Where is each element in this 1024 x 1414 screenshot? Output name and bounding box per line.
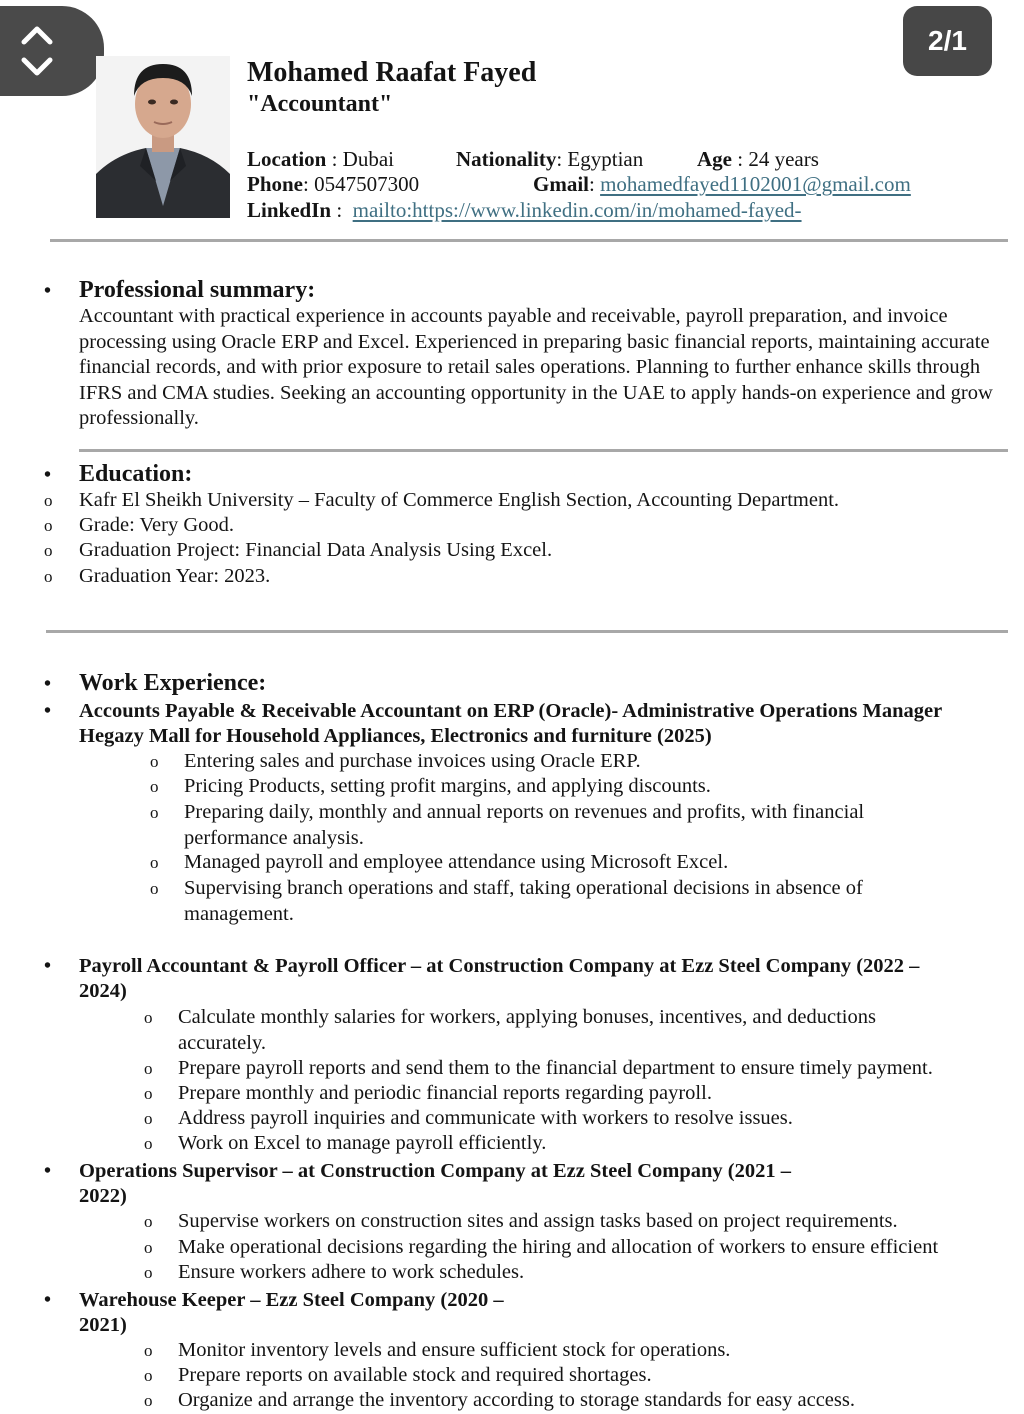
job-duty <box>144 1260 944 1286</box>
sub-bullet-icon: o <box>144 1366 153 1385</box>
sub-bullet-icon: o <box>144 1134 153 1153</box>
email-link[interactable]: mohamedfayed1102001@gmail.com <box>600 172 911 196</box>
job-duty-text: Calculate monthly salaries for workers, applying bonuses, incentives, and deductions accurately. <box>178 1006 876 1054</box>
job-duty <box>144 1081 944 1107</box>
job-duty <box>144 1338 944 1364</box>
phone-label: Phone <box>247 172 304 196</box>
location-label: Location <box>247 147 327 171</box>
gmail-separator: : <box>589 172 601 196</box>
gmail-field <box>533 172 911 197</box>
job-duty <box>144 1005 944 1056</box>
job-duty <box>144 1363 944 1389</box>
job-duty-text: Entering sales and purchase invoices using Oracle ERP. <box>184 750 641 772</box>
job-title-text: Operations Supervisor – at Construction Company at Ezz Steel Company (2021 – 2022) <box>79 1160 791 1207</box>
phone-value: : 0547507300 <box>303 172 420 196</box>
sub-bullet-icon: o <box>150 803 159 822</box>
linkedin-label: LinkedIn <box>247 198 332 222</box>
job-duty <box>144 1209 1014 1235</box>
job-duty <box>144 1131 944 1157</box>
sub-bullet-icon: o <box>144 1391 153 1410</box>
job-duty <box>150 800 920 851</box>
job-duty-text: Managed payroll and employee attendance using Microsoft Excel. <box>184 851 729 873</box>
job-title <box>44 1288 509 1338</box>
job-duty-text: Monitor inventory levels and ensure sufficient stock for operations. <box>178 1339 731 1361</box>
job-duty-text: Address payroll inquiries and communicate with workers to resolve issues. <box>178 1107 793 1129</box>
education-heading-text: Education: <box>79 461 193 487</box>
education-item-text: Kafr El Sheikh University – Faculty of Commerce English Section, Accounting Department. <box>79 489 840 511</box>
job-duty <box>144 1388 944 1414</box>
chevron-up-icon[interactable] <box>7 20 67 50</box>
education-item <box>44 539 552 562</box>
sub-bullet-icon: o <box>144 1341 153 1360</box>
job-title <box>44 1159 799 1209</box>
sub-bullet-icon: o <box>44 541 53 560</box>
job-duty <box>150 749 920 775</box>
candidate-title: "Accountant" <box>247 91 393 117</box>
sub-bullet-icon: o <box>150 853 159 872</box>
sub-bullet-icon: o <box>44 516 53 535</box>
header-divider <box>50 239 1008 242</box>
linkedin-link[interactable]: mailto:https://www.linkedin.com/in/mohamed-fayed- <box>352 198 802 222</box>
summary-heading <box>44 277 315 304</box>
job-title-text: Payroll Accountant & Payroll Officer – at Construction Company at Ezz Steel Company (2022 – 2024) <box>79 955 920 1002</box>
nationality-label: Nationality <box>456 147 557 171</box>
nationality-field <box>456 147 643 172</box>
job-duty-text: Prepare monthly and periodic financial reports regarding payroll. <box>178 1082 712 1104</box>
sub-bullet-icon: o <box>150 777 159 796</box>
job-duty <box>150 774 920 800</box>
education-item <box>44 514 234 537</box>
education-item-text: Grade: Very Good. <box>79 514 235 536</box>
job-duty-text: Prepare reports on available stock and required shortages. <box>178 1364 652 1386</box>
job-duty <box>144 1056 1014 1082</box>
sub-bullet-icon: o <box>144 1263 153 1282</box>
location-field <box>247 147 394 172</box>
summary-heading-text: Professional summary: <box>79 277 316 303</box>
sub-bullet-icon: o <box>150 879 159 898</box>
job-duty-text: Work on Excel to manage payroll efficiently. <box>178 1132 547 1154</box>
job-title-text: Warehouse Keeper – Ezz Steel Company (2020 – 2021) <box>79 1289 504 1336</box>
location-value: : Dubai <box>326 147 394 171</box>
job-duty <box>144 1106 944 1132</box>
job-title-text: Accounts Payable & Receivable Accountant on ERP (Oracle)- Administrative Operations Manager Hegazy Mall for Household Appliances, Electronics and furniture (2025) <box>79 700 942 747</box>
bullet-icon: • <box>44 1289 52 1311</box>
sub-bullet-icon: o <box>144 1059 153 1078</box>
candidate-name: Mohamed Raafat Fayed <box>247 57 537 88</box>
experience-heading <box>44 670 266 697</box>
age-value: : 24 years <box>732 147 819 171</box>
job-duty <box>150 876 920 927</box>
job-duty-text: Supervising branch operations and staff, taking operational decisions in absence of management. <box>184 877 863 925</box>
education-item <box>44 565 270 588</box>
sub-bullet-icon: o <box>144 1238 153 1257</box>
education-item <box>44 489 839 512</box>
sub-bullet-icon: o <box>144 1084 153 1103</box>
education-divider <box>46 630 1008 633</box>
nationality-value: : Egyptian <box>556 147 644 171</box>
job-duty-text: Supervise workers on construction sites and assign tasks based on project requirements. <box>178 1210 898 1232</box>
education-heading <box>44 461 192 488</box>
sub-bullet-icon: o <box>150 752 159 771</box>
sub-bullet-icon: o <box>44 567 53 586</box>
chevron-down-icon[interactable] <box>7 52 67 82</box>
bullet-icon: • <box>44 673 52 695</box>
bullet-icon: • <box>44 1160 52 1182</box>
page-navigation-control[interactable] <box>0 6 104 96</box>
profile-photo <box>96 56 230 218</box>
job-duty-text: Organize and arrange the inventory according to storage standards for easy access. <box>178 1389 855 1411</box>
sub-bullet-icon: o <box>144 1109 153 1128</box>
summary-divider <box>79 449 1008 452</box>
education-item-text: Graduation Year: 2023. <box>79 565 271 587</box>
job-duty <box>150 850 920 876</box>
sub-bullet-icon: o <box>144 1008 153 1027</box>
job-duty-text: Preparing daily, monthly and annual reports on revenues and profits, with financial performance analysis. <box>184 801 865 849</box>
bullet-icon: • <box>44 464 52 486</box>
sub-bullet-icon: o <box>144 1212 153 1231</box>
education-item-text: Graduation Project: Financial Data Analysis Using Excel. <box>79 539 553 561</box>
job-duty-text: Pricing Products, setting profit margins, and applying discounts. <box>184 775 711 797</box>
phone-field <box>247 172 419 197</box>
job-title <box>44 954 959 1004</box>
sub-bullet-icon: o <box>44 491 53 510</box>
job-duty-text: Ensure workers adhere to work schedules. <box>178 1261 525 1283</box>
bullet-icon: • <box>44 700 52 722</box>
linkedin-separator: : <box>331 198 353 222</box>
gmail-label: Gmail <box>533 172 589 196</box>
job-title <box>44 699 959 749</box>
job-duty-text: Make operational decisions regarding the hiring and allocation of workers to ensure efficient <box>178 1236 939 1258</box>
age-field <box>697 147 819 172</box>
bullet-icon: • <box>44 955 52 977</box>
bullet-icon: • <box>44 280 52 302</box>
job-duty-text: Prepare payroll reports and send them to the financial department to ensure timely payment. <box>178 1057 933 1079</box>
experience-heading-text: Work Experience: <box>79 670 267 696</box>
age-label: Age <box>697 147 732 171</box>
page-indicator: 2/1 <box>903 6 992 76</box>
job-duty <box>144 1235 1024 1261</box>
linkedin-field <box>247 198 802 223</box>
summary-text: Accountant with practical experience in accounts payable and receivable, payroll preparation, and invoice processing using Oracle ERP and Excel. Experienced in preparing basic financial reports, maintaining accurate financial records, and with prior exposure to retail sales operations. Planning to further enhance skills through IFRS and CMA studies. Seeking an accounting opportunity in the UAE to apply hands-on experience and grow professionally. <box>79 305 993 429</box>
